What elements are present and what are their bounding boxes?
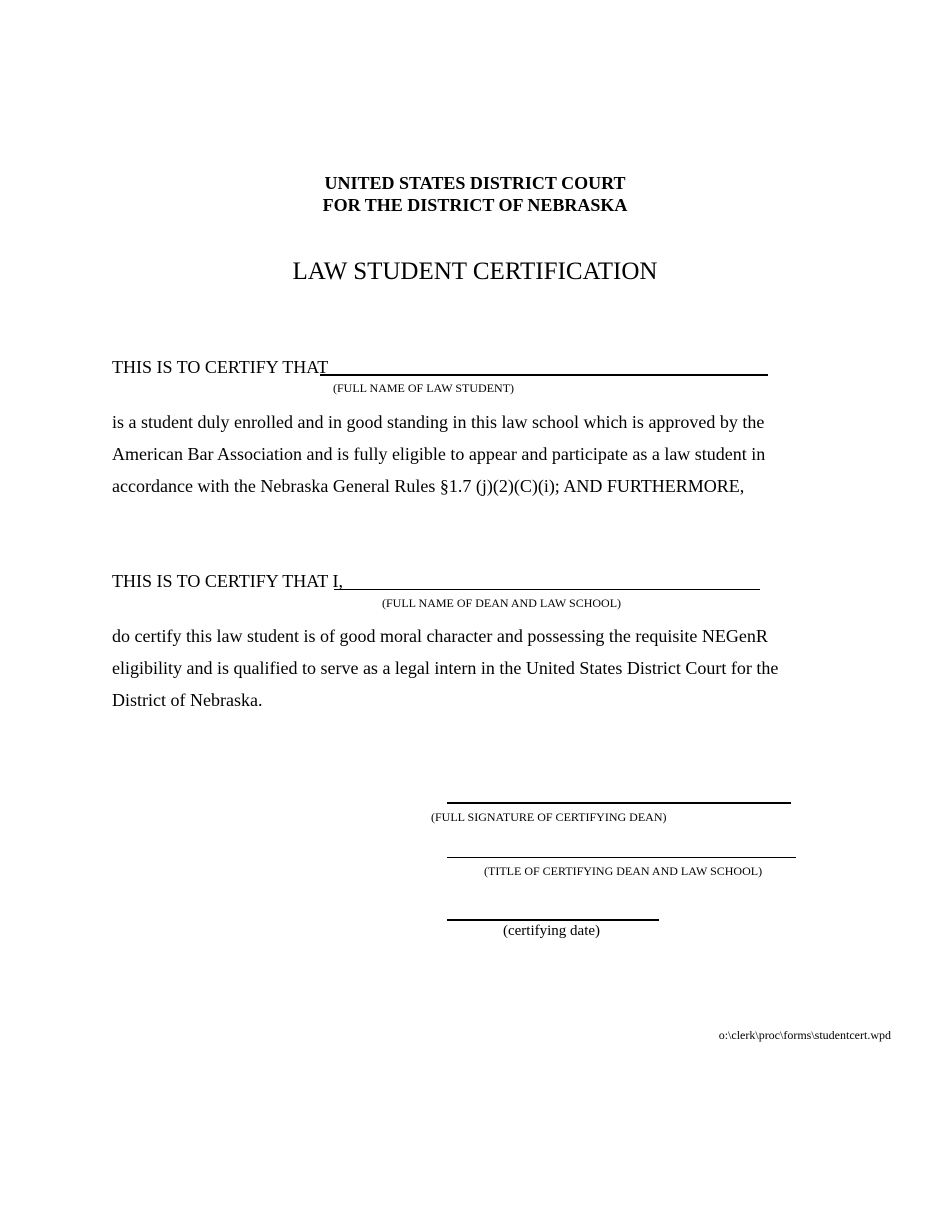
page-title: LAW STUDENT CERTIFICATION xyxy=(292,258,658,285)
court-name-line2: FOR THE DISTRICT OF NEBRASKA xyxy=(322,195,628,215)
paragraph-line: American Bar Association and is fully eligible to appear and participate as a law student in xyxy=(112,444,766,464)
dean-signature-field-line[interactable] xyxy=(447,802,791,804)
student-name-caption: (FULL NAME OF LAW STUDENT) xyxy=(333,381,515,395)
paragraph-line: is a student duly enrolled and in good standing in this law school which is approved by the xyxy=(112,412,765,432)
certifying-date-field-line[interactable] xyxy=(447,919,659,921)
paragraph-line: accordance with the Nebraska General Rules §1.7 (j)(2)(C)(i); AND FURTHERMORE, xyxy=(112,476,745,496)
dean-title-field-line[interactable] xyxy=(447,857,796,858)
file-path-footer: o:\clerk\proc\forms\studentcert.wpd xyxy=(718,1028,891,1042)
dean-name-field-line[interactable] xyxy=(334,589,760,590)
certify-student-lead: THIS IS TO CERTIFY THAT xyxy=(112,357,329,377)
paragraph-line: District of Nebraska. xyxy=(112,690,263,710)
student-name-field-line[interactable] xyxy=(320,374,768,376)
dean-title-caption: (TITLE OF CERTIFYING DEAN AND LAW SCHOOL) xyxy=(484,864,763,878)
certify-dean-lead: THIS IS TO CERTIFY THAT I, xyxy=(112,571,343,591)
court-name-line1: UNITED STATES DISTRICT COURT xyxy=(324,173,626,193)
paragraph-line: eligibility and is qualified to serve as a legal intern in the United States District Court for the xyxy=(112,658,779,678)
paragraph-line: do certify this law student is of good moral character and possessing the requisite NEGenR xyxy=(112,626,768,646)
dean-name-caption: (FULL NAME OF DEAN AND LAW SCHOOL) xyxy=(382,596,622,610)
moral-character-paragraph xyxy=(112,620,812,716)
dean-signature-caption: (FULL SIGNATURE OF CERTIFYING DEAN) xyxy=(431,810,667,824)
student-enrollment-paragraph xyxy=(112,406,812,502)
certifying-date-caption: (certifying date) xyxy=(503,923,601,939)
